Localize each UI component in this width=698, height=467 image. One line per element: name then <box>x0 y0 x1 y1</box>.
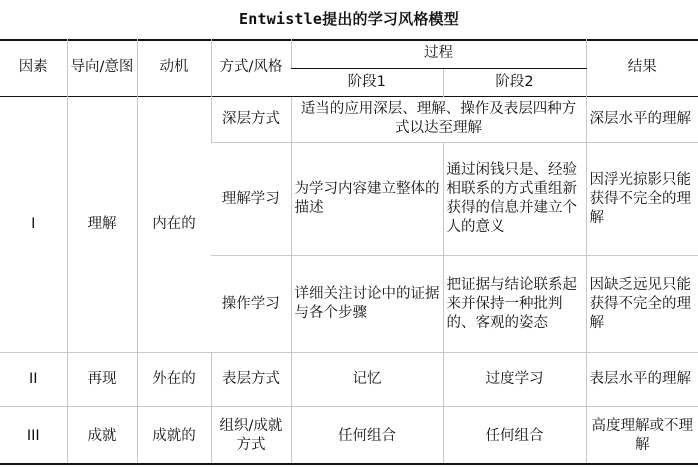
header-style: 方式/风格 <box>211 39 291 96</box>
cell-factor: II <box>0 352 67 406</box>
header-process: 过程 <box>291 39 586 68</box>
cell-result: 表层水平的理解 <box>586 352 698 406</box>
cell-stage1: 详细关注讨论中的证据与各个步骤 <box>291 256 443 352</box>
learning-style-table <box>0 39 698 465</box>
header-stage1: 阶段1 <box>291 68 443 96</box>
bottom-rule <box>0 463 698 465</box>
cell-result: 深层水平的理解 <box>586 96 698 142</box>
cell-motivation: 外在的 <box>137 352 211 406</box>
cell-process: 适当的应用深层、理解、操作及表层四种方式以达至理解 <box>291 96 586 142</box>
header-stage2: 阶段2 <box>443 68 586 96</box>
cell-stage1: 记忆 <box>291 352 443 406</box>
cell-factor: III <box>0 407 67 465</box>
table-title: Entwistle提出的学习风格模型 <box>239 10 459 28</box>
cell-orientation: 理解 <box>67 96 137 352</box>
cell-result: 因浮光掠影只能获得不完全的理解 <box>586 142 698 256</box>
cell-orientation: 再现 <box>67 352 137 406</box>
cell-result: 因缺乏远见只能获得不完全的理解 <box>586 256 698 352</box>
cell-orientation: 成就 <box>67 407 137 465</box>
cell-style: 组织/成就方式 <box>211 407 291 465</box>
cell-style: 操作学习 <box>211 256 291 352</box>
cell-style: 理解学习 <box>211 142 291 256</box>
header-result: 结果 <box>586 39 698 96</box>
cell-stage2: 任何组合 <box>443 407 586 465</box>
cell-stage2: 过度学习 <box>443 352 586 406</box>
cell-factor: I <box>0 96 67 352</box>
cell-stage2: 通过闲钱只是、经验相联系的方式重组新获得的信息并建立个人的意义 <box>443 142 586 256</box>
cell-stage1: 任何组合 <box>291 407 443 465</box>
header-motivation: 动机 <box>137 39 211 96</box>
cell-motivation: 内在的 <box>137 96 211 352</box>
cell-result: 高度理解或不理解 <box>586 407 698 465</box>
cell-style: 深层方式 <box>211 96 291 142</box>
cell-stage1: 为学习内容建立整体的描述 <box>291 142 443 256</box>
header-factor: 因素 <box>18 58 48 75</box>
cell-style: 表层方式 <box>211 352 291 406</box>
cell-motivation: 成就的 <box>137 407 211 465</box>
cell-stage2: 把证据与结论联系起来并保持一种批判的、客观的姿态 <box>443 256 586 352</box>
header-orientation: 导向/意图 <box>67 39 137 96</box>
